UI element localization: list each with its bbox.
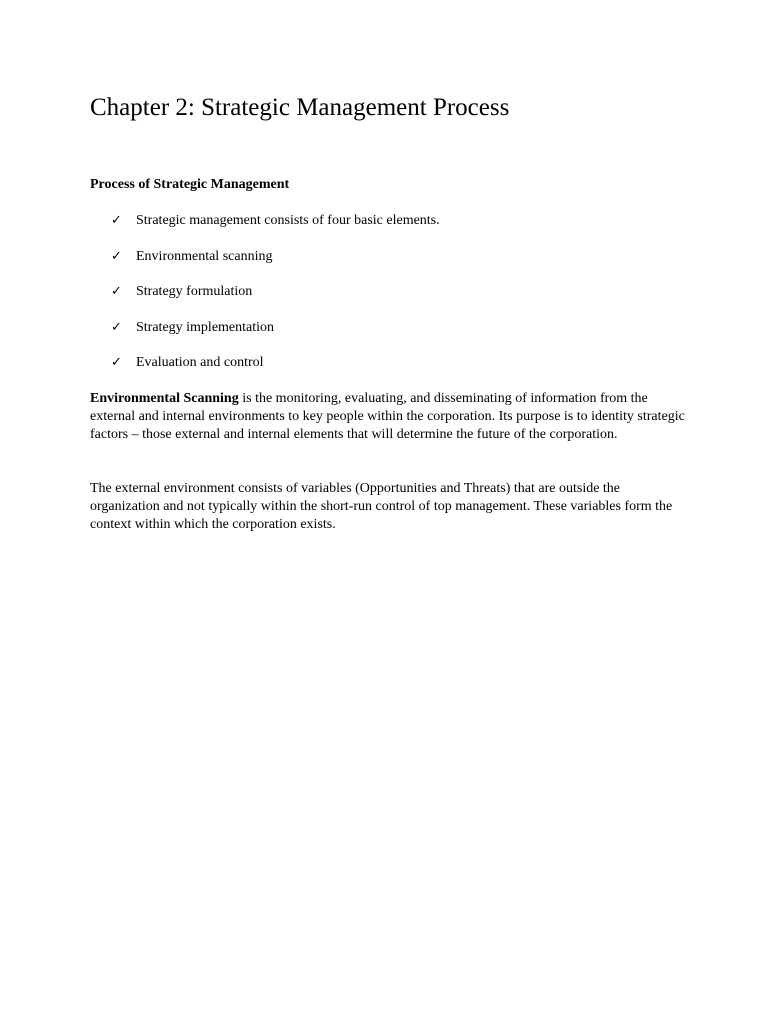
check-icon: ✓ bbox=[111, 284, 122, 299]
checklist-item bbox=[111, 248, 440, 284]
checklist-item-text: Environmental scanning bbox=[136, 248, 273, 264]
checklist bbox=[111, 212, 440, 390]
environmental-scanning-definition: is the monitoring, evaluating, and disseminating of information from the external and internal environments to key people within the corporation. Its purpose is to identity strategic factors – those external and internal elements that will determine the future of the corporation. bbox=[90, 391, 685, 442]
section-heading: Process of Strategic Management bbox=[90, 177, 290, 192]
check-icon: ✓ bbox=[111, 248, 122, 264]
checklist-item bbox=[111, 319, 440, 355]
check-icon: ✓ bbox=[111, 319, 122, 335]
checklist-item bbox=[111, 283, 440, 319]
check-icon: ✓ bbox=[111, 355, 122, 370]
checklist-item-text: Strategy formulation bbox=[136, 284, 253, 299]
environmental-scanning-paragraph bbox=[90, 390, 690, 444]
chapter-title: Chapter 2: Strategic Management Process bbox=[90, 94, 510, 121]
checklist-item-text: Evaluation and control bbox=[136, 355, 264, 370]
checklist-item-text: Strategic management consists of four basic elements. bbox=[136, 213, 440, 228]
environmental-scanning-term: Environmental Scanning bbox=[90, 391, 239, 406]
checklist-item bbox=[111, 354, 440, 390]
check-icon: ✓ bbox=[111, 213, 122, 228]
external-environment-paragraph: The external environment consists of variables (Opportunities and Threats) that are outside the organization and not typically within the short-run control of top management. These variables form the context within which the corporation exists. bbox=[90, 481, 673, 532]
checklist-item-text: Strategy implementation bbox=[136, 319, 275, 335]
checklist-item bbox=[111, 212, 440, 248]
